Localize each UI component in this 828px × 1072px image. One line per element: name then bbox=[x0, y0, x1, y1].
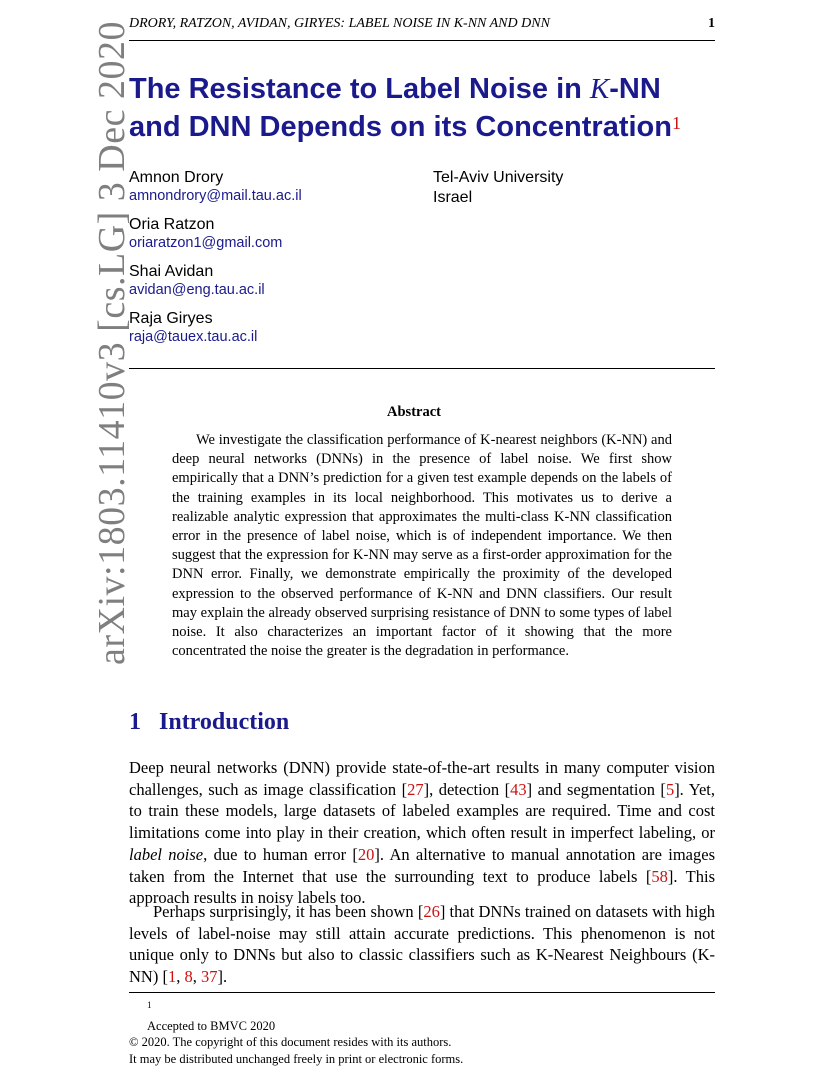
title-footnote-link[interactable]: 1 bbox=[671, 113, 681, 133]
emphasis-label-noise: label noise bbox=[129, 844, 204, 864]
affiliation-country: Israel bbox=[433, 189, 473, 206]
section-title: Introduction bbox=[159, 709, 290, 735]
text-run: , bbox=[176, 967, 185, 987]
author-email-link[interactable]: avidan@eng.tau.ac.il bbox=[129, 282, 265, 298]
citation-link[interactable]: 37 bbox=[200, 967, 218, 987]
author-email-link[interactable]: amnondrory@mail.tau.ac.il bbox=[129, 188, 302, 204]
text-run: ], detection [ bbox=[423, 779, 511, 799]
section-heading-introduction bbox=[129, 709, 289, 736]
footnotes bbox=[129, 997, 463, 1067]
citation-link[interactable]: 43 bbox=[510, 779, 527, 799]
header-rule bbox=[129, 40, 715, 41]
text-run: ]. bbox=[217, 967, 228, 987]
running-head bbox=[129, 16, 715, 32]
paper-title bbox=[129, 70, 729, 146]
author-block bbox=[129, 168, 302, 206]
citation-link[interactable]: 27 bbox=[407, 779, 424, 799]
title-k: K bbox=[589, 73, 610, 105]
footnote-rule bbox=[129, 992, 715, 993]
author-block bbox=[129, 215, 282, 253]
text-run: ]. Yet, to train these models, large datasets of labeled examples are required. Time and cost limitations come into play in their creation, which often result in imperfect labeling, or bbox=[129, 779, 715, 843]
affiliation bbox=[433, 168, 563, 208]
affiliation-institution: Tel-Aviv University bbox=[433, 169, 564, 186]
footnote-1 bbox=[129, 997, 463, 1034]
page-number: 1 bbox=[708, 16, 715, 31]
arxiv-stamp: arXiv:1803.11410v3 [cs.LG] 3 Dec 2020 bbox=[91, 21, 133, 665]
intro-paragraph-2 bbox=[129, 901, 715, 988]
citation-link[interactable]: 8 bbox=[184, 967, 193, 987]
text-run: Perhaps surprisingly, it has been shown [ bbox=[153, 902, 424, 921]
intro-paragraph-1 bbox=[129, 757, 715, 909]
footnote-mark: 1 bbox=[147, 1000, 152, 1010]
author-name: Raja Giryes bbox=[129, 310, 213, 327]
citation-link[interactable]: 5 bbox=[665, 779, 675, 799]
citation-link[interactable]: 20 bbox=[357, 844, 375, 864]
footnote-text: Accepted to BMVC 2020 bbox=[147, 1018, 276, 1033]
abstract-rule bbox=[129, 368, 715, 369]
citation-link[interactable]: 26 bbox=[423, 902, 440, 921]
abstract-body: We investigate the classification performance of K-nearest neighbors (K-NN) and deep neural networks (DNNs) in the presence of label noise. We first show empirically that a DNN’s prediction for a given test example depends on the labels of the training examples in its local neighborhood. This motivates us to derive a realizable analytic expression that approximates the multi-class K-NN classification error in the presence of label noise, which is of independent importance. We then suggest that the expression for K-NN may serve as a first-order approximation for the DNN error. Finally, we demonstrate empirically the proximity of the developed expression to the observed performance of K-NN and DNN classifiers. Our result may explain the already observed surprising resistance of DNN to some types of label noise. It also characterizes an important factor of it showing that the more concentrated the noise the greater is the degradation in performance. bbox=[172, 432, 672, 660]
text-run: ] that DNNs trained on datasets with high levels of label-noise may still attain accurate predictions. This phenomenon is not unique only to DNNs but also to classic classifiers such as K-Nearest Neighbours (K-NN) [ bbox=[129, 902, 715, 987]
text-run: Deep neural networks (DNN) provide state-of-the-art results in many computer vision challenges, such as image classification [ bbox=[129, 758, 715, 799]
text-run: ]. This approach results in noisy labels too. bbox=[129, 866, 716, 908]
author-email-link[interactable]: raja@tauex.tau.ac.il bbox=[129, 329, 258, 345]
author-name: Oria Ratzon bbox=[129, 216, 215, 233]
author-email-link[interactable]: oriaratzon1@gmail.com bbox=[129, 235, 283, 251]
text-run: , bbox=[192, 967, 201, 987]
running-head-text: DRORY, RATZON, AVIDAN, GIRYES: LABEL NOISE IN K-NN AND DNN bbox=[129, 16, 550, 31]
author-name: Amnon Drory bbox=[129, 169, 224, 186]
author-block bbox=[129, 309, 257, 347]
text-run: , due to human error [ bbox=[203, 844, 358, 864]
abstract-heading: Abstract bbox=[387, 404, 441, 420]
author-block bbox=[129, 262, 265, 300]
title-line2: and DNN Depends on its Concentration bbox=[129, 111, 672, 143]
citation-link[interactable]: 58 bbox=[651, 866, 668, 886]
section-number: 1 bbox=[129, 709, 141, 735]
copyright-line: © 2020. The copyright of this document resides with its authors. bbox=[129, 1035, 452, 1050]
title-line1-b: -NN bbox=[609, 73, 661, 105]
distribution-line: It may be distributed unchanged freely in print or electronic forms. bbox=[129, 1051, 464, 1066]
title-line1-a: The Resistance to Label Noise in bbox=[129, 73, 590, 105]
author-name: Shai Avidan bbox=[129, 263, 214, 280]
text-run: ] and segmentation [ bbox=[526, 779, 666, 799]
text-run: ]. An alternative to manual annotation are images taken from the Internet that use the surrounding text to produce labels [ bbox=[129, 844, 715, 886]
citation-link[interactable]: 1 bbox=[167, 967, 177, 987]
